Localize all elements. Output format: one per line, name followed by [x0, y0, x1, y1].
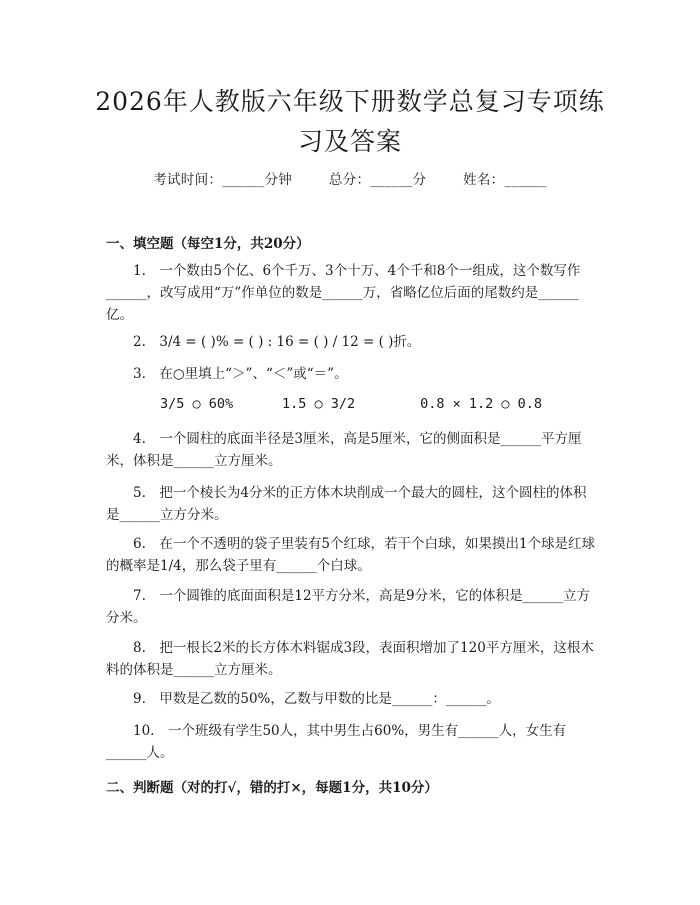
question-6: 6. 在一个不透明的袋子里装有5个红球，若干个白球，如果摸出1个球是红球的概率是1/4，那么袋子里有______个白球。 [106, 536, 596, 574]
question-7: 7. 一个圆锥的底面面积是12平方分米，高是9分米，它的体积是______立方分米。 [106, 588, 591, 626]
section-heading-fill-blank: 一、填空题（每空1分，共20分） [106, 236, 310, 252]
exam-meta [0, 168, 700, 188]
question-9: 9. 甲数是乙数的50%，乙数与甲数的比是______：______。 [133, 691, 500, 707]
section-heading-true-false: 二、判断题（对的打√，错的打×，每题1分，共10分） [106, 780, 438, 796]
question-2: 2. 3/4 = ( )% = ( ) : 16 = ( ) / 12 = ( )折。 [133, 334, 421, 350]
compare-items [160, 396, 542, 412]
question-3: 3. 在○里填上“＞”、“＜”或“＝”。 [133, 366, 348, 382]
document-title: 2026年人教版六年级下册数学总复习专项练习及答案 [95, 87, 605, 156]
exam-time: 考试时间：______分钟 [153, 172, 293, 188]
compare-item: 3/5 ○ 60% [160, 396, 234, 412]
compare-item: 1.5 ○ 3/2 [281, 396, 356, 412]
compare-item: 0.8 × 1.2 ○ 0.8 [420, 396, 543, 412]
question-1: 1. 一个数由5个亿、6个千万、3个十万、4个千和8个一组成，这个数写作______，改写成用“万”作单位的数是______万，省略亿位后面的尾数约是______亿。 [106, 263, 581, 323]
student-name: 姓名：______ [463, 172, 547, 188]
question-4: 4. 一个圆柱的底面半径是3厘米，高是5厘米，它的侧面积是______平方厘米，体积是______立方厘米。 [106, 431, 582, 469]
total-score: 总分：______分 [328, 172, 427, 188]
question-8: 8. 把一根长2米的长方体木料锯成3段，表面积增加了120平方厘米，这根木料的体积是______立方厘米。 [106, 640, 594, 678]
question-10: 10. 一个班级有学生50人，其中男生占60%，男生有______人，女生有______人。 [106, 723, 567, 761]
question-5: 5. 把一个棱长为4分米的正方体木块削成一个最大的圆柱，这个圆柱的体积是______立方分米。 [106, 485, 587, 523]
